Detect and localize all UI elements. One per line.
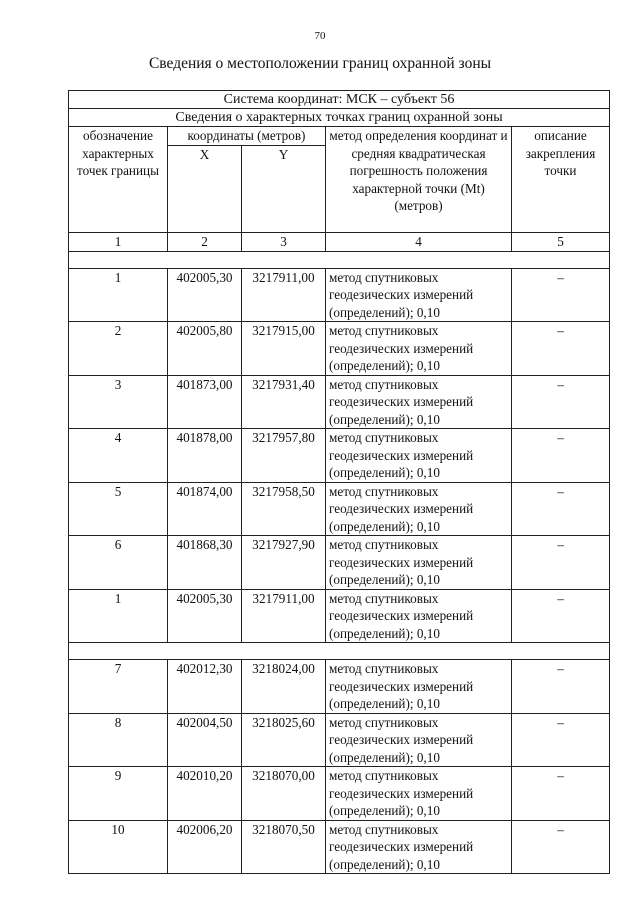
description-cell: –	[512, 589, 610, 643]
method-cell: метод спутниковых геодезических измерений (определений); 0,10	[326, 322, 512, 376]
table-row	[69, 268, 610, 322]
page-number: 70	[314, 30, 326, 42]
y-cell: 3218025,60	[242, 713, 326, 767]
description-cell: –	[512, 820, 610, 874]
method-cell: метод спутниковых геодезических измерений (определений); 0,10	[326, 589, 512, 643]
y-cell: 3217958,50	[242, 482, 326, 536]
header-coords: координаты (метров)	[168, 127, 326, 146]
y-cell: 3218070,50	[242, 820, 326, 874]
method-cell: метод спутниковых геодезических измерений (определений); 0,10	[326, 375, 512, 429]
coordinate-system: Система координат: МСК – субъект 56	[69, 91, 610, 109]
y-cell: 3218024,00	[242, 660, 326, 714]
column-number: 4	[326, 233, 512, 252]
column-number: 3	[242, 233, 326, 252]
x-cell: 401868,30	[168, 536, 242, 590]
point-cell: 4	[69, 429, 168, 483]
x-cell: 402005,80	[168, 322, 242, 376]
page-title: Сведения о местоположении границ охранной зоны	[148, 55, 492, 72]
x-cell: 401873,00	[168, 375, 242, 429]
table-row	[69, 429, 610, 483]
method-cell: метод спутниковых геодезических измерений (определений); 0,10	[326, 660, 512, 714]
coordinates-table	[68, 90, 610, 874]
method-cell: метод спутниковых геодезических измерений (определений); 0,10	[326, 820, 512, 874]
point-cell: 7	[69, 660, 168, 714]
x-cell: 402004,50	[168, 713, 242, 767]
description-cell: –	[512, 713, 610, 767]
header-description: описание закрепления точки	[512, 127, 610, 233]
point-cell: 6	[69, 536, 168, 590]
y-cell: 3217911,00	[242, 589, 326, 643]
x-cell: 401874,00	[168, 482, 242, 536]
table-row	[69, 820, 610, 874]
method-cell: метод спутниковых геодезических измерений (определений); 0,10	[326, 268, 512, 322]
point-cell: 1	[69, 268, 168, 322]
description-cell: –	[512, 660, 610, 714]
x-cell: 402005,30	[168, 589, 242, 643]
method-cell: метод спутниковых геодезических измерений (определений); 0,10	[326, 482, 512, 536]
point-cell: 10	[69, 820, 168, 874]
group-separator	[69, 251, 610, 268]
point-cell: 8	[69, 713, 168, 767]
y-cell: 3218070,00	[242, 767, 326, 821]
y-cell: 3217957,80	[242, 429, 326, 483]
y-cell: 3217927,90	[242, 536, 326, 590]
point-cell: 5	[69, 482, 168, 536]
method-cell: метод спутниковых геодезических измерений (определений); 0,10	[326, 536, 512, 590]
x-cell: 402006,20	[168, 820, 242, 874]
description-cell: –	[512, 482, 610, 536]
method-cell: метод спутниковых геодезических измерений (определений); 0,10	[326, 429, 512, 483]
header-x: X	[168, 146, 242, 233]
description-cell: –	[512, 767, 610, 821]
y-cell: 3217915,00	[242, 322, 326, 376]
x-cell: 402005,30	[168, 268, 242, 322]
description-cell: –	[512, 375, 610, 429]
description-cell: –	[512, 322, 610, 376]
table-row	[69, 536, 610, 590]
x-cell: 402010,20	[168, 767, 242, 821]
description-cell: –	[512, 268, 610, 322]
y-cell: 3217911,00	[242, 268, 326, 322]
table-row	[69, 322, 610, 376]
header-method: метод определения координат и средняя квадратическая погрешность положения характерной точки (Mt) (метров)	[326, 127, 512, 233]
header-y: Y	[242, 146, 326, 233]
table-row	[69, 589, 610, 643]
point-cell: 9	[69, 767, 168, 821]
description-cell: –	[512, 536, 610, 590]
table-row	[69, 713, 610, 767]
point-cell: 3	[69, 375, 168, 429]
column-number: 1	[69, 233, 168, 252]
method-cell: метод спутниковых геодезических измерений (определений); 0,10	[326, 767, 512, 821]
table-row	[69, 660, 610, 714]
method-cell: метод спутниковых геодезических измерений (определений); 0,10	[326, 713, 512, 767]
column-number: 2	[168, 233, 242, 252]
column-number: 5	[512, 233, 610, 252]
table-subtitle: Сведения о характерных точках границ охранной зоны	[69, 109, 610, 127]
header-point: обозначение характерных точек границы	[69, 127, 168, 233]
x-cell: 402012,30	[168, 660, 242, 714]
y-cell: 3217931,40	[242, 375, 326, 429]
description-cell: –	[512, 429, 610, 483]
x-cell: 401878,00	[168, 429, 242, 483]
group-separator	[69, 643, 610, 660]
point-cell: 1	[69, 589, 168, 643]
point-cell: 2	[69, 322, 168, 376]
table-row	[69, 482, 610, 536]
table-row	[69, 767, 610, 821]
table-row	[69, 375, 610, 429]
